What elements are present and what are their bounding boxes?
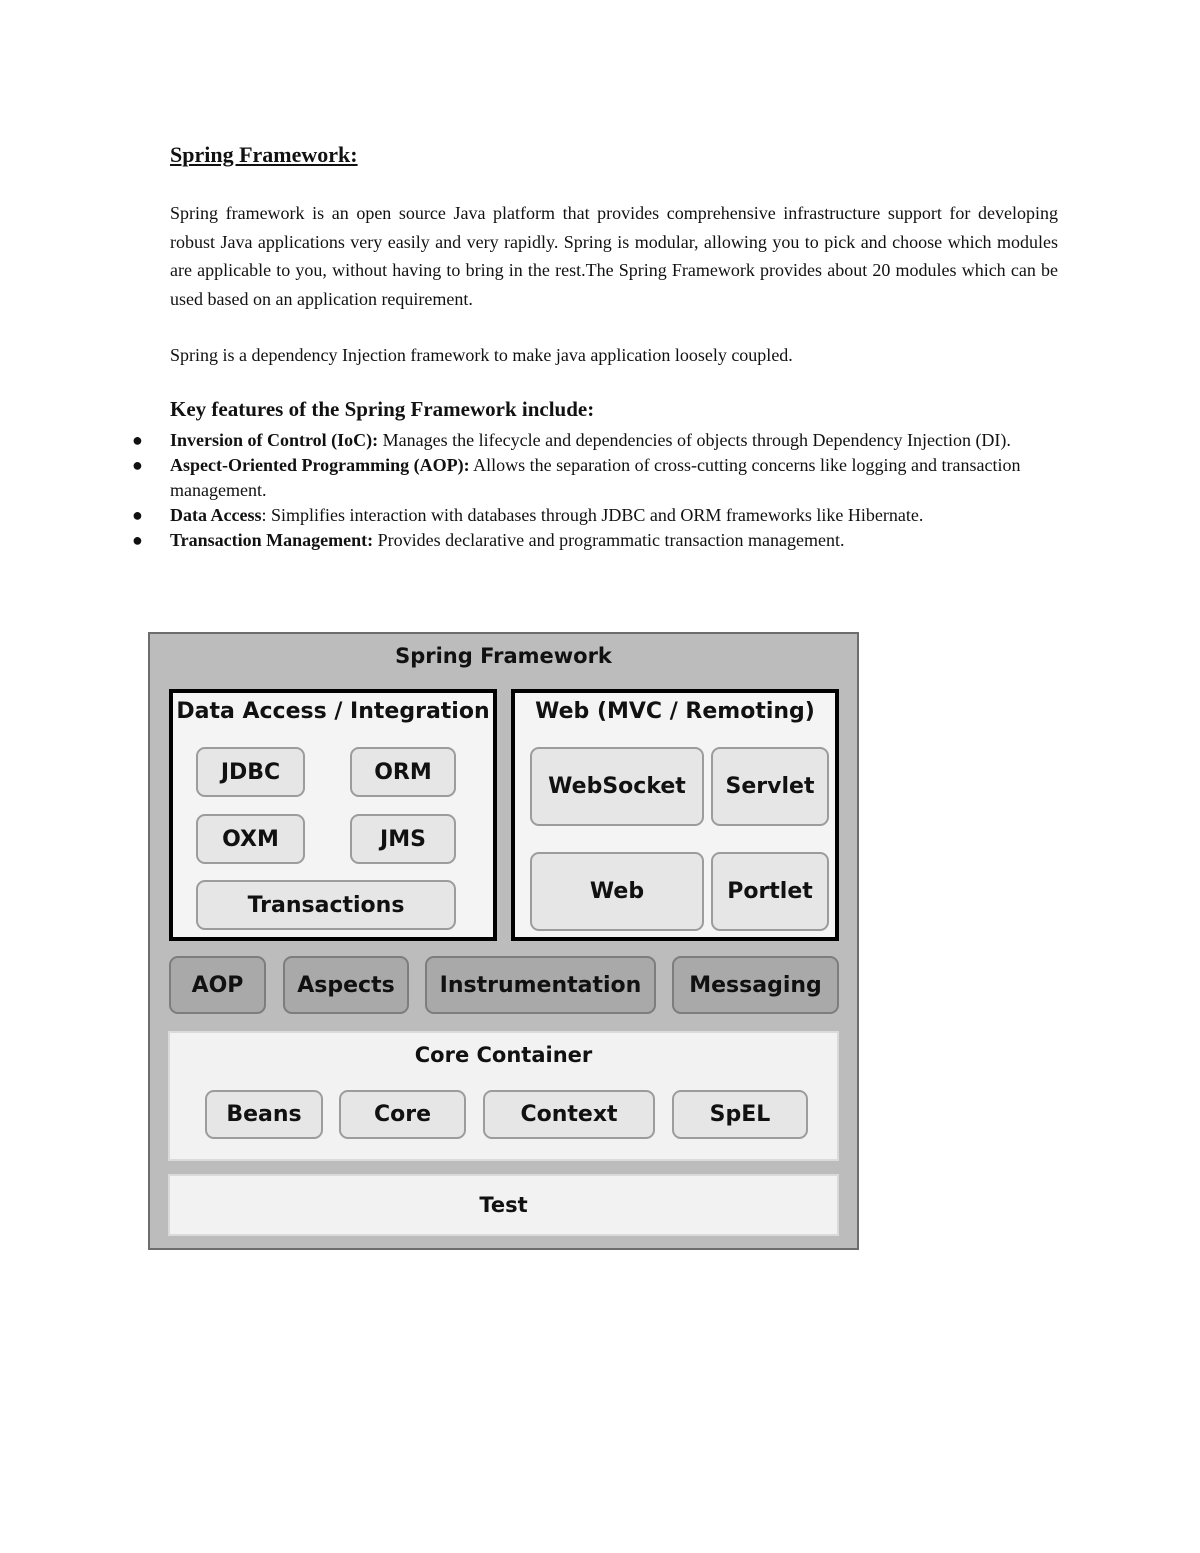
module-spel: SpEL (672, 1090, 808, 1139)
module-web: Web (530, 852, 704, 931)
feature-description: Provides declarative and programmatic transaction management. (373, 529, 845, 550)
feature-term: Data Access (170, 504, 262, 525)
module-context: Context (483, 1090, 655, 1139)
spring-architecture-diagram (148, 632, 859, 1250)
feature-term: Aspect-Oriented Programming (AOP): (170, 455, 470, 475)
features-heading: Key features of the Spring Framework include: (170, 397, 595, 421)
module-aspects: Aspects (283, 956, 409, 1014)
diagram-title: Spring Framework (395, 644, 612, 668)
module-jms: JMS (350, 814, 456, 864)
feature-term: Inversion of Control (IoC): (170, 430, 379, 450)
module-test: Test (479, 1193, 528, 1217)
module-websocket: WebSocket (530, 747, 704, 826)
module-orm: ORM (350, 747, 456, 797)
bullet-icon: ● (132, 455, 143, 475)
module-jdbc: JDBC (196, 747, 305, 797)
module-beans: Beans (205, 1090, 323, 1139)
module-aop: AOP (169, 956, 266, 1014)
data-access-group-title: Data Access / Integration (176, 699, 490, 724)
module-instrumentation: Instrumentation (425, 956, 656, 1014)
feature-item (132, 503, 1030, 528)
feature-description: Manages the lifecycle and dependencies of objects through Dependency Injection (DI). (378, 430, 1011, 450)
dependency-injection-sentence: Spring is a dependency Injection framework to make java application loosely coupled. (170, 345, 793, 365)
intro-paragraph: Spring framework is an open source Java platform that provides comprehensive infrastructure support for developing robust Java applications very easily and very rapidly. Spring is modular, allowing you to pick and choose which modules are applicable to you, without having to bring in the rest.The Spring Framework provides about 20 modules which can be used based on an application requirement. (170, 203, 1058, 309)
features-list (132, 428, 1030, 553)
bullet-icon: ● (132, 529, 143, 550)
module-messaging: Messaging (672, 956, 839, 1014)
module-oxm: OXM (196, 814, 305, 864)
feature-description: : Simplifies interaction with databases through JDBC and ORM frameworks like Hibernate. (261, 504, 924, 525)
page-title: Spring Framework: (170, 142, 358, 167)
module-core: Core (339, 1090, 466, 1139)
feature-item (132, 453, 1030, 502)
module-transactions: Transactions (196, 880, 456, 930)
feature-term: Transaction Management: (170, 529, 374, 550)
feature-description: Allows the separation of cross-cutting concerns like logging and transaction management. (170, 455, 1021, 500)
test-panel (168, 1174, 839, 1236)
module-servlet: Servlet (711, 747, 829, 826)
web-group (511, 689, 839, 941)
module-portlet: Portlet (711, 852, 829, 931)
feature-item (132, 428, 1030, 453)
core-container-title: Core Container (414, 1043, 593, 1067)
web-group-title: Web (MVC / Remoting) (535, 699, 815, 724)
core-container-panel (168, 1031, 839, 1161)
bullet-icon: ● (132, 504, 143, 525)
data-access-integration-group (169, 689, 497, 941)
feature-item (132, 528, 1030, 553)
bullet-icon: ● (132, 430, 143, 450)
